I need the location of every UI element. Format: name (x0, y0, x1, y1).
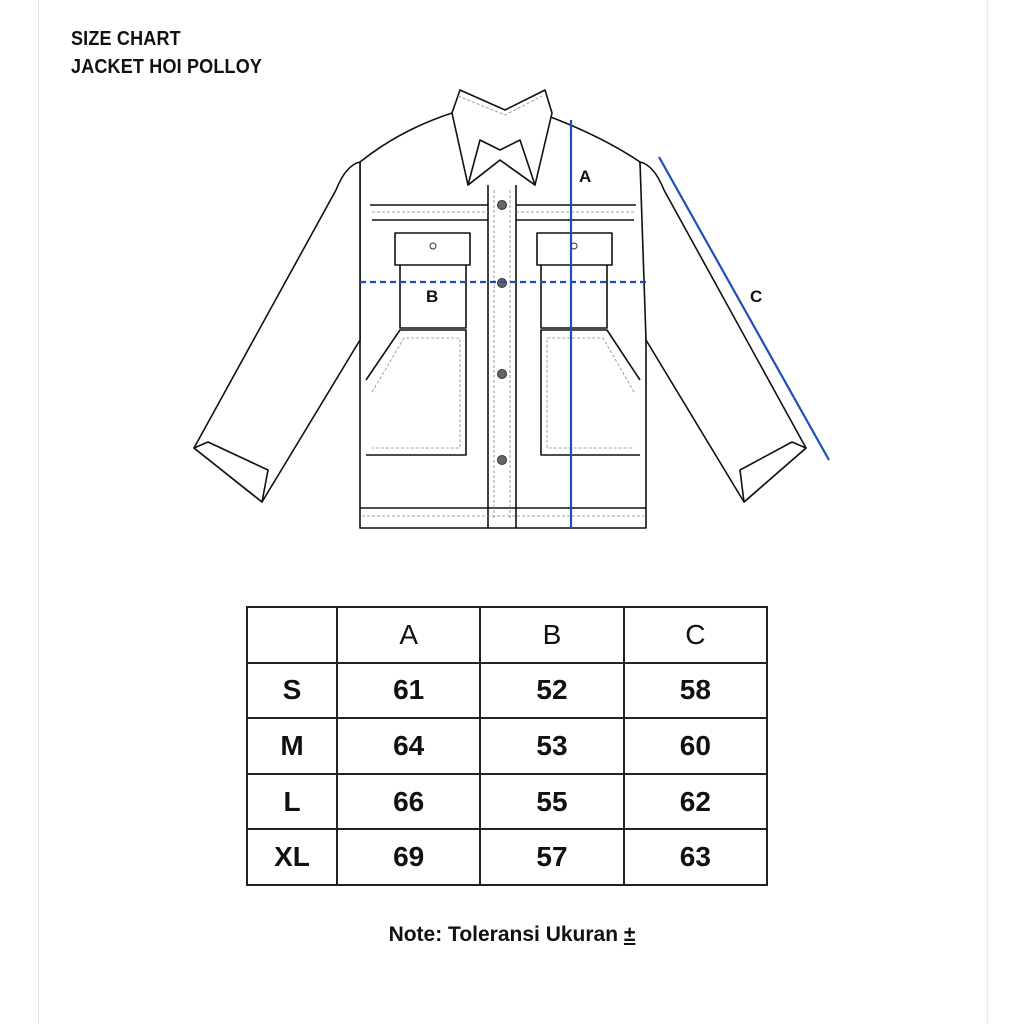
value-c: 58 (624, 663, 767, 719)
table-row (247, 774, 767, 830)
table-row (247, 663, 767, 719)
value-c: 63 (624, 829, 767, 885)
value-c: 62 (624, 774, 767, 830)
value-b: 57 (480, 829, 623, 885)
size-table (246, 606, 768, 886)
value-a: 61 (337, 663, 480, 719)
table-row (247, 718, 767, 774)
label-b: B (426, 287, 439, 306)
size-chart-title: SIZE CHART (71, 28, 181, 50)
column-header-a: A (337, 607, 480, 663)
value-c: 60 (624, 718, 767, 774)
table-row (247, 829, 767, 885)
value-a: 64 (337, 718, 480, 774)
size-label: XL (247, 829, 337, 885)
product-name: JACKET HOI POLLOY (71, 56, 263, 78)
table-corner-cell (247, 607, 337, 663)
value-a: 66 (337, 774, 480, 830)
plus-minus-symbol: ± (623, 923, 636, 946)
value-b: 53 (480, 718, 623, 774)
note-text: Note: Toleransi Ukuran (388, 923, 624, 946)
value-a: 69 (337, 829, 480, 885)
size-label: S (247, 663, 337, 719)
table-header-row (247, 607, 767, 663)
size-label: L (247, 774, 337, 830)
label-c: C (750, 287, 763, 306)
size-label: M (247, 718, 337, 774)
label-a: A (579, 167, 592, 186)
column-header-b: B (480, 607, 623, 663)
value-b: 55 (480, 774, 623, 830)
tolerance-note (0, 923, 1024, 947)
column-header-c: C (624, 607, 767, 663)
value-b: 52 (480, 663, 623, 719)
